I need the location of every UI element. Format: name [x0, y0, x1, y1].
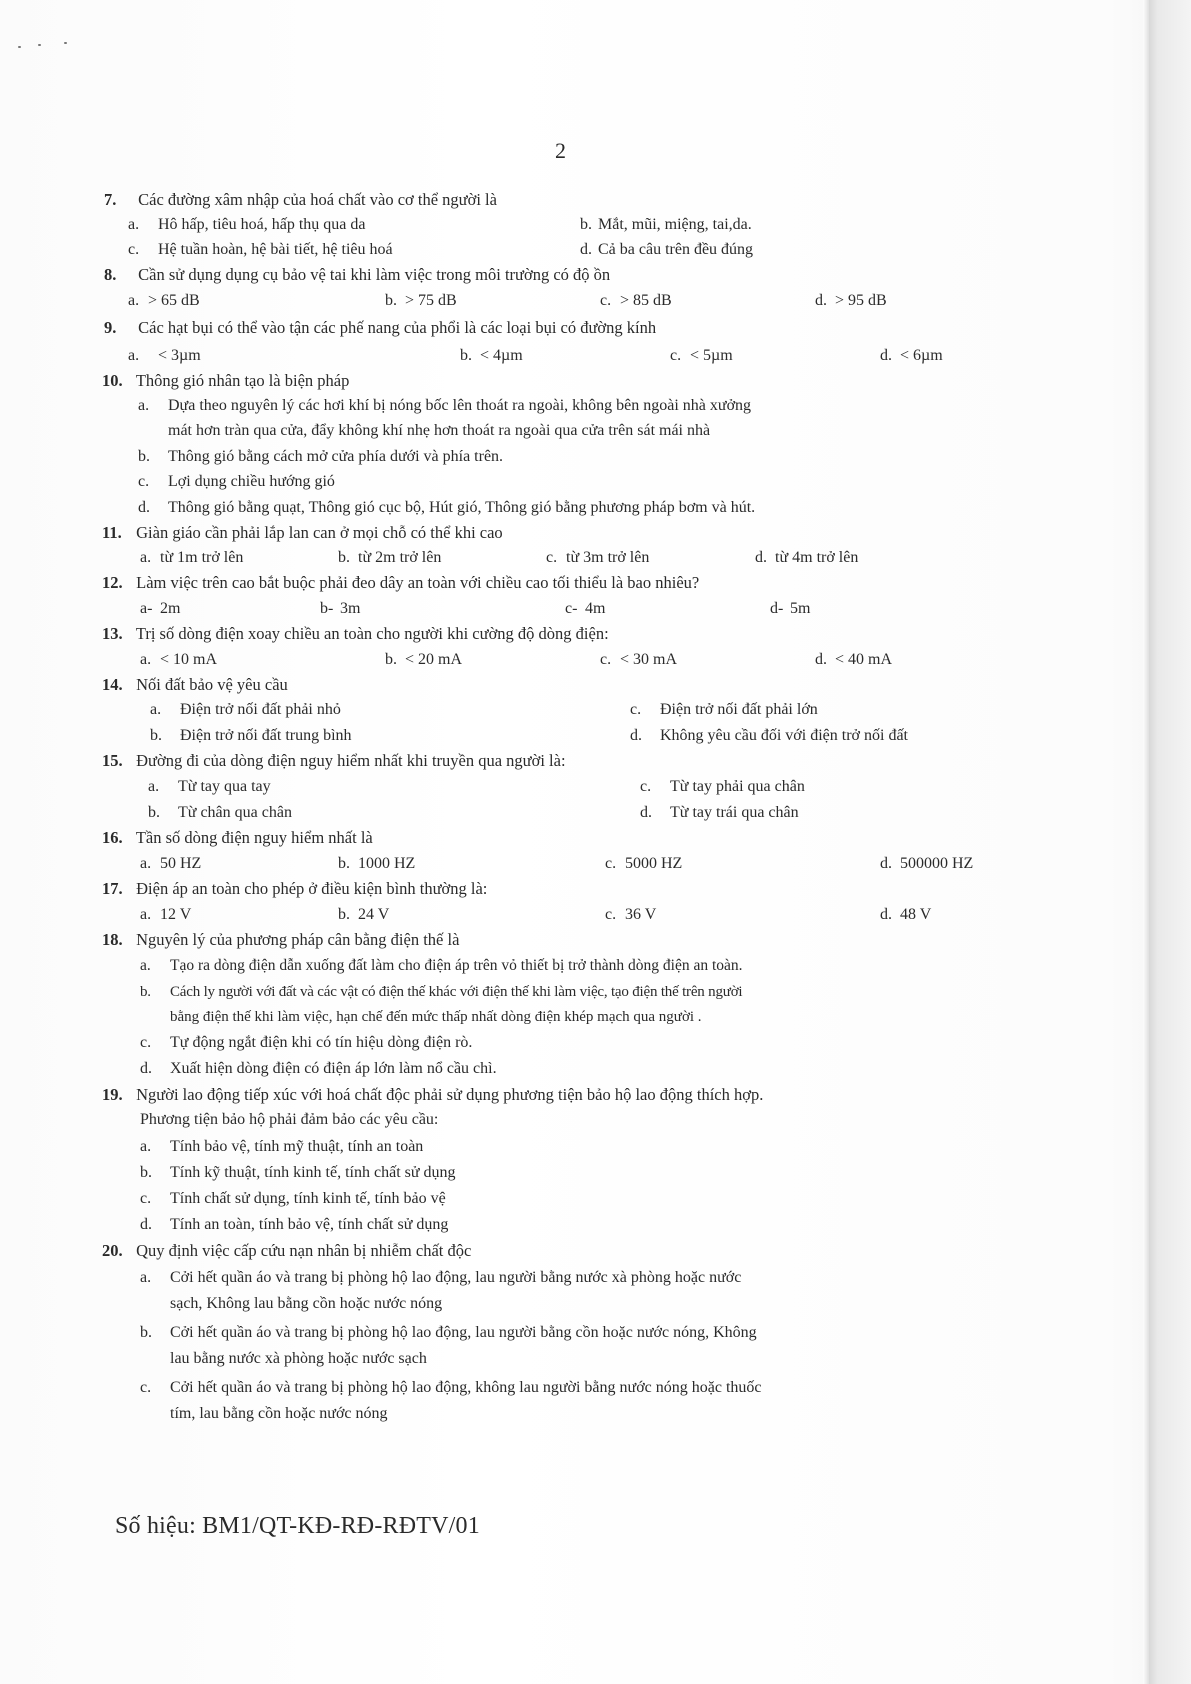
question-text: Người lao động tiếp xúc với hoá chất độc phải sử dụng phương tiện bảo hộ lao động thích hợp.	[136, 1085, 764, 1104]
option-14b: b. Điện trở nối đất trung bình	[150, 727, 352, 744]
question-text: Quy định việc cấp cứu nạn nhân bị nhiễm chất độc	[136, 1241, 472, 1260]
option-11b: b. từ 2m trở lên	[338, 549, 442, 566]
question-number: 17.	[102, 879, 123, 898]
option-18b: b. Cách ly người với đất và các vật có điện thế khác với điện thế khi làm việc, tạo điện thế trên người	[140, 984, 743, 1000]
option-17d: d. 48 V	[880, 906, 932, 923]
question-number: 11.	[102, 523, 122, 542]
option-14d: d. Không yêu cầu đối với điện trở nối đất	[630, 727, 908, 744]
option-15d: d. Từ tay trái qua chân	[640, 804, 799, 821]
document-code: Số hiệu: BM1/QT-KĐ-RĐ-RĐTV/01	[115, 1513, 480, 1539]
question-text: Tần số dòng điện nguy hiểm nhất là	[135, 828, 373, 847]
option-15c: c. Từ tay phải qua chân	[640, 778, 805, 795]
option-9a: a. < 3µm	[128, 347, 201, 364]
option-19b: b. Tính kỹ thuật, tính kinh tế, tính chất sử dụng	[140, 1164, 456, 1181]
question-19-line2: Phương tiện bảo hộ phải đảm bảo các yêu cầu:	[140, 1111, 439, 1128]
page-number: 2	[555, 138, 566, 163]
question-text: Điện áp an toàn cho phép ở điều kiện bình thường là:	[136, 879, 488, 898]
option-7b: b. Mắt, mũi, miệng, tai,da.	[580, 216, 752, 233]
option-20c: c. Cởi hết quần áo và trang bị phòng hộ lao động, không lau người bằng nước nóng hoặc thuốc	[140, 1379, 762, 1396]
option-7c: c. Hệ tuần hoàn, hệ bài tiết, hệ tiêu hoá	[128, 241, 393, 258]
option-9c: c. < 5µm	[670, 347, 733, 364]
question-8	[104, 262, 1104, 288]
option-20a: a. Cởi hết quần áo và trang bị phòng hộ lao động, lau người bằng nước xà phòng hoặc nước	[140, 1269, 742, 1286]
option-12a: a- 2m	[140, 600, 181, 617]
question-number: 14.	[102, 675, 123, 694]
question-number: 12.	[102, 573, 123, 592]
option-12d: d- 5m	[770, 600, 811, 617]
option-19a: a. Tính bảo vệ, tính mỹ thuật, tính an toàn	[140, 1138, 424, 1155]
option-9b: b. < 4µm	[460, 347, 523, 364]
question-17	[102, 876, 1102, 902]
option-13a: a. < 10 mA	[140, 651, 218, 668]
option-20b: b. Cởi hết quần áo và trang bị phòng hộ lao động, lau người bằng cồn hoặc nước nóng, Không	[140, 1324, 757, 1341]
option-14a: a. Điện trở nối đất phải nhỏ	[150, 701, 341, 718]
page-edge-shadow	[1149, 0, 1191, 1684]
option-20a-line2: sạch, Không lau bằng cồn hoặc nước nóng	[170, 1295, 443, 1312]
question-number: 10.	[102, 371, 123, 390]
option-14c: c. Điện trở nối đất phải lớn	[630, 701, 818, 718]
option-17c: c. 36 V	[605, 906, 657, 923]
question-text: Thông gió nhân tạo là biện pháp	[135, 371, 350, 390]
option-10c: c. Lợi dụng chiều hướng gió	[138, 473, 335, 490]
option-16c: c. 5000 HZ	[605, 855, 683, 872]
question-19	[102, 1082, 1102, 1108]
question-text: Nguyên lý của phương pháp cân bằng điện thế là	[136, 930, 460, 949]
option-16b: b. 1000 HZ	[338, 855, 416, 872]
option-11a: a. từ 1m trở lên	[140, 549, 244, 566]
option-17b: b. 24 V	[338, 906, 390, 923]
question-text: Giàn giáo cần phải lắp lan can ở mọi chỗ có thể khi cao	[136, 523, 503, 542]
question-15	[102, 748, 1102, 774]
option-13d: d. < 40 mA	[815, 651, 893, 668]
option-18d: d. Xuất hiện dòng điện có điện áp lớn làm nổ cầu chì.	[140, 1060, 497, 1077]
option-10a: a. Dựa theo nguyên lý các hơi khí bị nóng bốc lên thoát ra ngoài, không bên ngoài nhà xưởng	[138, 397, 752, 414]
question-text: Nối đất bảo vệ yêu cầu	[136, 675, 288, 694]
option-18a: a. Tạo ra dòng điện dẫn xuống đất làm cho điện áp trên vỏ thiết bị trở thành dòng điện an toàn.	[140, 957, 743, 974]
option-12c: c- 4m	[565, 600, 606, 617]
option-19d: d. Tính an toàn, tính bảo vệ, tính chất sử dụng	[140, 1216, 449, 1233]
question-14	[102, 672, 1102, 698]
option-7a: a. Hô hấp, tiêu hoá, hấp thụ qua da	[128, 216, 366, 233]
question-text: Cần sử dụng dụng cụ bảo vệ tai khi làm việc trong môi trường có độ ồn	[138, 265, 611, 284]
question-11	[102, 520, 1102, 546]
option-10a-line2: mát hơn tràn qua cửa, đẩy không khí nhẹ hơn thoát ra ngoài qua cửa trên sát mái nhà	[168, 422, 711, 439]
option-8b: b. > 75 dB	[385, 292, 457, 309]
page-edge-line	[1143, 0, 1149, 1684]
question-number: 15.	[102, 751, 123, 770]
question-text: Các đường xâm nhập của hoá chất vào cơ thể người là	[138, 190, 497, 209]
option-15a: a. Từ tay qua tay	[148, 778, 271, 795]
option-11d: d. từ 4m trở lên	[755, 549, 859, 566]
option-18b-line2: bằng điện thế khi làm việc, hạn chế đến mức thấp nhất dòng điện khép mạch qua người .	[170, 1009, 702, 1025]
question-number: 7.	[104, 190, 117, 209]
option-11c: c. từ 3m trở lên	[546, 549, 650, 566]
question-text: Các hạt bụi có thể vào tận các phế nang của phổi là các loại bụi có đường kính	[138, 318, 657, 337]
question-18	[102, 927, 1102, 953]
question-text: Trị số dòng điện xoay chiều an toàn cho người khi cường độ dòng điện:	[135, 624, 609, 643]
question-number: 19.	[102, 1085, 123, 1104]
question-16	[102, 825, 1102, 851]
option-9d: d. < 6µm	[880, 347, 943, 364]
question-number: 9.	[104, 318, 117, 337]
option-13b: b. < 20 mA	[385, 651, 463, 668]
option-20c-line2: tím, lau bằng cồn hoặc nước nóng	[170, 1405, 388, 1422]
question-number: 8.	[104, 265, 117, 284]
option-16d: d. 500000 HZ	[880, 855, 974, 872]
question-13	[102, 621, 1102, 647]
question-9	[104, 315, 1104, 341]
question-number: 13.	[102, 624, 123, 643]
question-20	[102, 1238, 1102, 1264]
option-8d: d. > 95 dB	[815, 292, 887, 309]
option-7d: d. Cả ba câu trên đều đúng	[580, 241, 754, 258]
option-13c: c. < 30 mA	[600, 651, 678, 668]
question-text: Đường đi của dòng điện nguy hiểm nhất khi truyền qua người là:	[136, 751, 566, 770]
question-number: 18.	[102, 930, 123, 949]
option-19c: c. Tính chất sử dụng, tính kinh tế, tính bảo vệ	[140, 1190, 446, 1207]
option-20b-line2: lau bằng nước xà phòng hoặc nước sạch	[170, 1350, 427, 1367]
option-17a: a. 12 V	[140, 906, 192, 923]
option-10d: d. Thông gió bằng quạt, Thông gió cục bộ, Hút gió, Thông gió bằng phương pháp bơm và hút.	[138, 499, 756, 516]
option-8c: c. > 85 dB	[600, 292, 672, 309]
option-12b: b- 3m	[320, 600, 361, 617]
question-number: 16.	[102, 828, 123, 847]
question-text: Làm việc trên cao bắt buộc phải đeo dây an toàn với chiều cao tối thiểu là bao nhiêu?	[136, 573, 700, 592]
option-10b: b. Thông gió bằng cách mở cửa phía dưới và phía trên.	[138, 448, 504, 465]
question-10	[102, 368, 1102, 394]
option-16a: a. 50 HZ	[140, 855, 202, 872]
option-8a: a. > 65 dB	[128, 292, 200, 309]
question-12	[102, 570, 1102, 596]
question-number: 20.	[102, 1241, 123, 1260]
option-18c: c. Tự động ngắt điện khi có tín hiệu dòng điện rò.	[140, 1034, 473, 1051]
question-7	[104, 187, 1104, 213]
scan-speck	[12, 44, 72, 50]
option-15b: b. Từ chân qua chân	[148, 804, 292, 821]
